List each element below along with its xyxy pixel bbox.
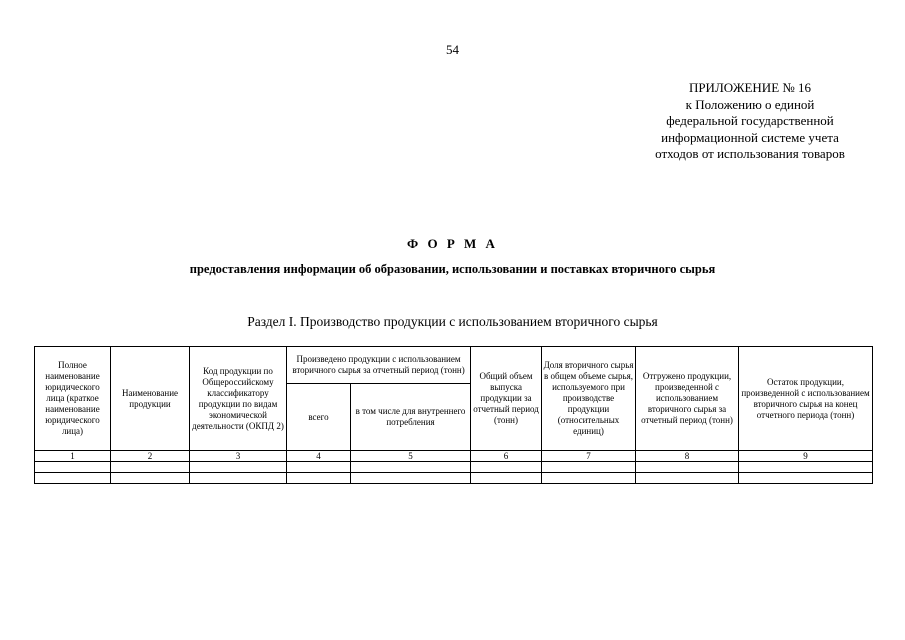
header-row bbox=[35, 347, 873, 384]
page-number: 54 bbox=[446, 42, 459, 57]
table-cell[interactable] bbox=[111, 473, 190, 484]
header-cell-okpd2-code: Код продукции по Общероссийскому классификатору продукции по видам экономической деятельности (ОКПД 2) bbox=[190, 347, 287, 451]
table-cell[interactable] bbox=[351, 462, 471, 473]
header-cell-total-output: Общий объем выпуска продукции за отчетный период (тонн) bbox=[471, 347, 542, 451]
table-cell[interactable] bbox=[351, 473, 471, 484]
header-cell-secondary-share: Доля вторичного сырья в общем объеме сырья, используемого при производстве продукции (относительных единиц) bbox=[542, 347, 636, 451]
table-cell[interactable] bbox=[35, 473, 111, 484]
column-number-row bbox=[35, 451, 873, 462]
appendix-line: к Положению о единой bbox=[685, 96, 815, 112]
table-row bbox=[35, 462, 873, 473]
table-cell[interactable] bbox=[739, 473, 873, 484]
section-title: Раздел I. Производство продукции с использованием вторичного сырья bbox=[247, 314, 658, 329]
header-cell-internal-use: в том числе для внутреннего потребления bbox=[351, 384, 471, 451]
appendix-block bbox=[600, 80, 900, 163]
appendix-line: информационной системе учета bbox=[661, 129, 839, 145]
column-number: 7 bbox=[542, 451, 636, 462]
column-number: 8 bbox=[636, 451, 739, 462]
table-cell[interactable] bbox=[542, 462, 636, 473]
table-cell[interactable] bbox=[35, 462, 111, 473]
table-cell[interactable] bbox=[471, 473, 542, 484]
column-number: 3 bbox=[190, 451, 287, 462]
column-number: 5 bbox=[351, 451, 471, 462]
table-cell[interactable] bbox=[739, 462, 873, 473]
appendix-line: федеральной государственной bbox=[666, 113, 834, 128]
header-cell-remainder: Остаток продукции, произведенной с использованием вторичного сырья на конец отчетного периода (тонн) bbox=[739, 347, 873, 451]
table-cell[interactable] bbox=[190, 473, 287, 484]
header-cell-legal-entity: Полное наименование юридического лица (краткое наименование юридического лица) bbox=[35, 347, 111, 451]
column-number: 1 bbox=[35, 451, 111, 462]
table-cell[interactable] bbox=[287, 462, 351, 473]
table-cell[interactable] bbox=[190, 462, 287, 473]
column-number: 4 bbox=[287, 451, 351, 462]
header-cell-produced-group: Произведено продукции с использованием вторичного сырья за отчетный период (тонн) bbox=[287, 347, 471, 384]
table-cell[interactable] bbox=[636, 462, 739, 473]
appendix-line: отходов от использования товаров bbox=[655, 146, 845, 161]
table-row bbox=[35, 473, 873, 484]
table-cell[interactable] bbox=[636, 473, 739, 484]
column-number: 2 bbox=[111, 451, 190, 462]
column-number: 9 bbox=[739, 451, 873, 462]
table-cell[interactable] bbox=[111, 462, 190, 473]
form-title: Ф О Р М А bbox=[407, 236, 498, 251]
production-table bbox=[34, 346, 873, 484]
header-cell-total: всего bbox=[287, 384, 351, 451]
table-cell[interactable] bbox=[542, 473, 636, 484]
header-cell-product-name: Наименование продукции bbox=[111, 347, 190, 451]
header-cell-shipped: Отгружено продукции, произведенной с использованием вторичного сырья за отчетный период (тонн) bbox=[636, 347, 739, 451]
form-subtitle: предоставления информации об образовании, использовании и поставках вторичного сырья bbox=[189, 262, 716, 276]
column-number: 6 bbox=[471, 451, 542, 462]
table-cell[interactable] bbox=[471, 462, 542, 473]
appendix-title: ПРИЛОЖЕНИЕ № 16 bbox=[688, 80, 812, 95]
table-cell[interactable] bbox=[287, 473, 351, 484]
